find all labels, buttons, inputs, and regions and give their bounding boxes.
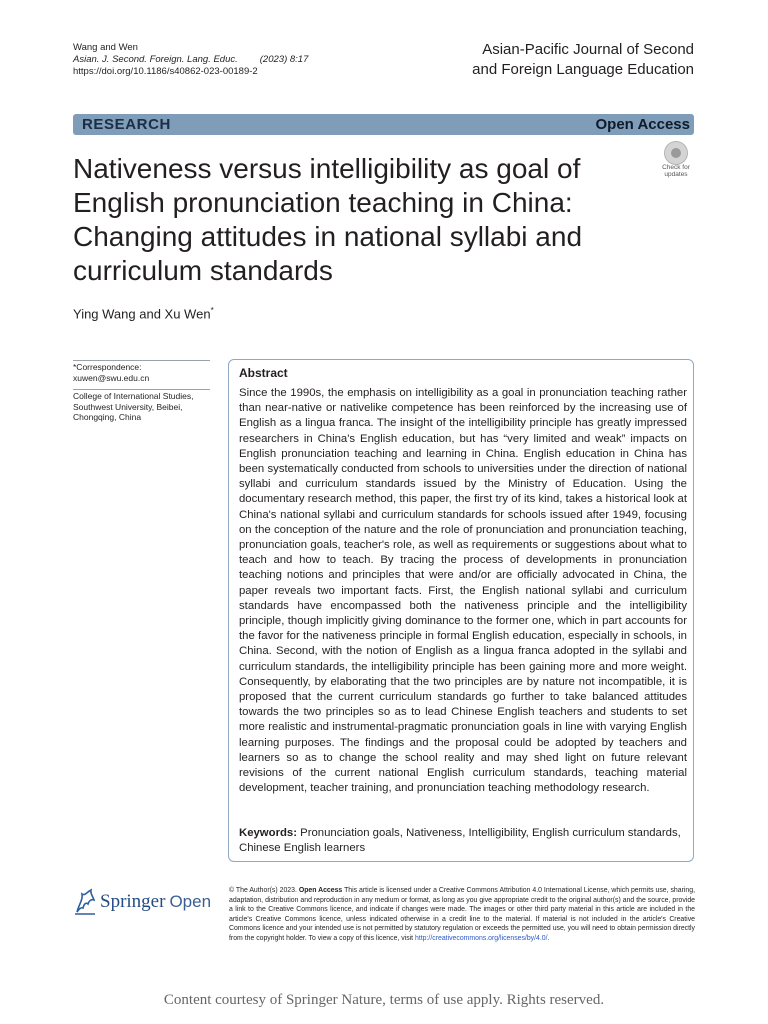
keywords xyxy=(239,826,687,856)
keywords-label: Keywords: xyxy=(239,827,297,839)
abstract-box xyxy=(228,359,694,862)
license-end: . xyxy=(547,934,550,942)
publisher-suffix: Open xyxy=(169,892,212,911)
journal-name-line-1: Asian-Pacific Journal of Second xyxy=(482,41,694,58)
license-statement xyxy=(229,886,695,944)
springer-open-logo xyxy=(73,886,223,918)
springer-wordmark xyxy=(100,891,211,913)
journal-name-line-2: and Foreign Language Education xyxy=(472,61,694,78)
article-type-banner xyxy=(73,114,694,135)
author-names: Ying Wang and Xu Wen xyxy=(73,306,211,322)
license-link[interactable]: http://creativecommons.org/licenses/by/4.0/ xyxy=(415,934,548,942)
doi-link[interactable]: https://doi.org/10.1186/s40862-023-00189-2 xyxy=(73,66,258,77)
affiliation-line-3: Chongqing, China xyxy=(73,412,142,422)
check-updates-text xyxy=(656,164,696,178)
license-open-access-label: Open Access xyxy=(298,887,343,894)
keywords-list: Pronunciation goals, Nativeness, Intelligibility, English curriculum standards, Chinese English learners xyxy=(239,827,681,855)
corresponding-marker: * xyxy=(210,306,214,315)
correspondence xyxy=(73,362,210,383)
article-meta xyxy=(73,42,308,78)
check-updates-line-2: updates xyxy=(664,171,688,178)
check-updates-line-1: Check for xyxy=(662,164,690,171)
author-list xyxy=(73,306,214,321)
correspondence-email[interactable]: xuwen@swu.edu.cn xyxy=(73,372,150,383)
article-type-label: RESEARCH xyxy=(82,116,171,133)
affiliation-line-2: Southwest University, Beibei, xyxy=(73,401,183,412)
abstract-heading: Abstract xyxy=(239,366,288,380)
journal-name xyxy=(472,40,694,80)
running-authors: Wang and Wen xyxy=(73,42,138,53)
abstract-text: Since the 1990s, the emphasis on intelligibility as a goal in pronunciation teaching rather than near-native or nativelike competence has been reinforced by the increasing use of English as a lingua franca. The insight of the intelligibility principle has greatly impressed researchers in China's English education, but has “very limited and weak” impacts on English pronunciation teaching and learning in China. English education in China has been systematically conducted from schools to universities under the direction of national syllabi and curriculum standards issued by the Ministry of Education. Using the documentary research method, this paper, the first try of its kind, takes a historical look at China's national syllabi and curriculum standards for schools issued after 1949, focusing on the conception of the nature and the role of pronunciation and pronunciation teaching, pronunciation goals, teacher's role, as well as requirements or suggestions about what to teach and how to teach. By tracing the process of developments in pronunciation teaching notions and principles that were and/or are officially advocated in China, the paper reveals two important facts. First, the English national syllabi and curriculum standards have encompassed both the nativeness principle and the intelligibility principle, though implicitly giving dominance to the former one, which in part accounts for the favor for the nativeness principle in formal English education, especially in schools, in China. Second, with the notion of English as a lingua franca adopted in the syllabi and curriculum standards, the intelligibility principle has been gaining more and more weight. Consequently, by elaborating that the two principles are by nature not incompatible, it is proposed that the current curriculum standards go further to take balanced attitudes towards the two principles so as to lead Chinese English teachers and students to set more realistic and instrumental-pragmatic pronunciation goals in line with varying English learning purposes. The findings and the proposal could be adopted by teachers and learners so as to change the school reality and may shed light on future relevant revisions of the current national English curriculum standards, teaching material development, teacher training, and pronunciation teaching methodology research. xyxy=(239,387,687,795)
sidebar-divider-top xyxy=(73,360,210,361)
springer-horse-icon xyxy=(73,886,97,916)
check-for-updates-badge[interactable] xyxy=(656,141,696,179)
publisher-name: Springer xyxy=(100,891,166,912)
journal-abbrev: Asian. J. Second. Foreign. Lang. Educ. xyxy=(73,54,238,65)
year-volume: (2023) 8:17 xyxy=(259,54,309,65)
license-text: This article is licensed under a Creative Commons Attribution 4.0 International License, which permits use, sharing, adaptation, distribution and reproduction in any medium or format, as long as you give appropriate credit to the original author(s) and the source, provide a link to the Creative Commons licence, and indicate if changes were made. The images or other third party material in this article are included in the article's Creative Commons licence, unless indicated otherwise in a credit line to the material. If material is not included in the article's Creative Commons licence and your intended use is not permitted by statutory regulation or exceeds the permitted use, you will need to obtain permission directly from the copyright holder. To view a copy of this licence, visit xyxy=(229,887,695,942)
check-updates-icon xyxy=(664,141,688,165)
courtesy-footer: Content courtesy of Springer Nature, terms of use apply. Rights reserved. xyxy=(163,992,605,1008)
affiliation-line-1: College of International Studies, xyxy=(73,391,194,401)
article-title: Nativeness versus intelligibility as goal of English pronunciation teaching in China: Changing attitudes in national syllabi and curriculum standards xyxy=(73,153,583,286)
sidebar-divider-middle xyxy=(73,389,210,390)
copyright-notice: © The Author(s) 2023. xyxy=(229,887,297,894)
affiliation xyxy=(73,391,210,423)
journal-reference xyxy=(73,54,308,66)
correspondence-label: *Correspondence: xyxy=(73,362,142,372)
open-access-label: Open Access xyxy=(595,116,690,133)
